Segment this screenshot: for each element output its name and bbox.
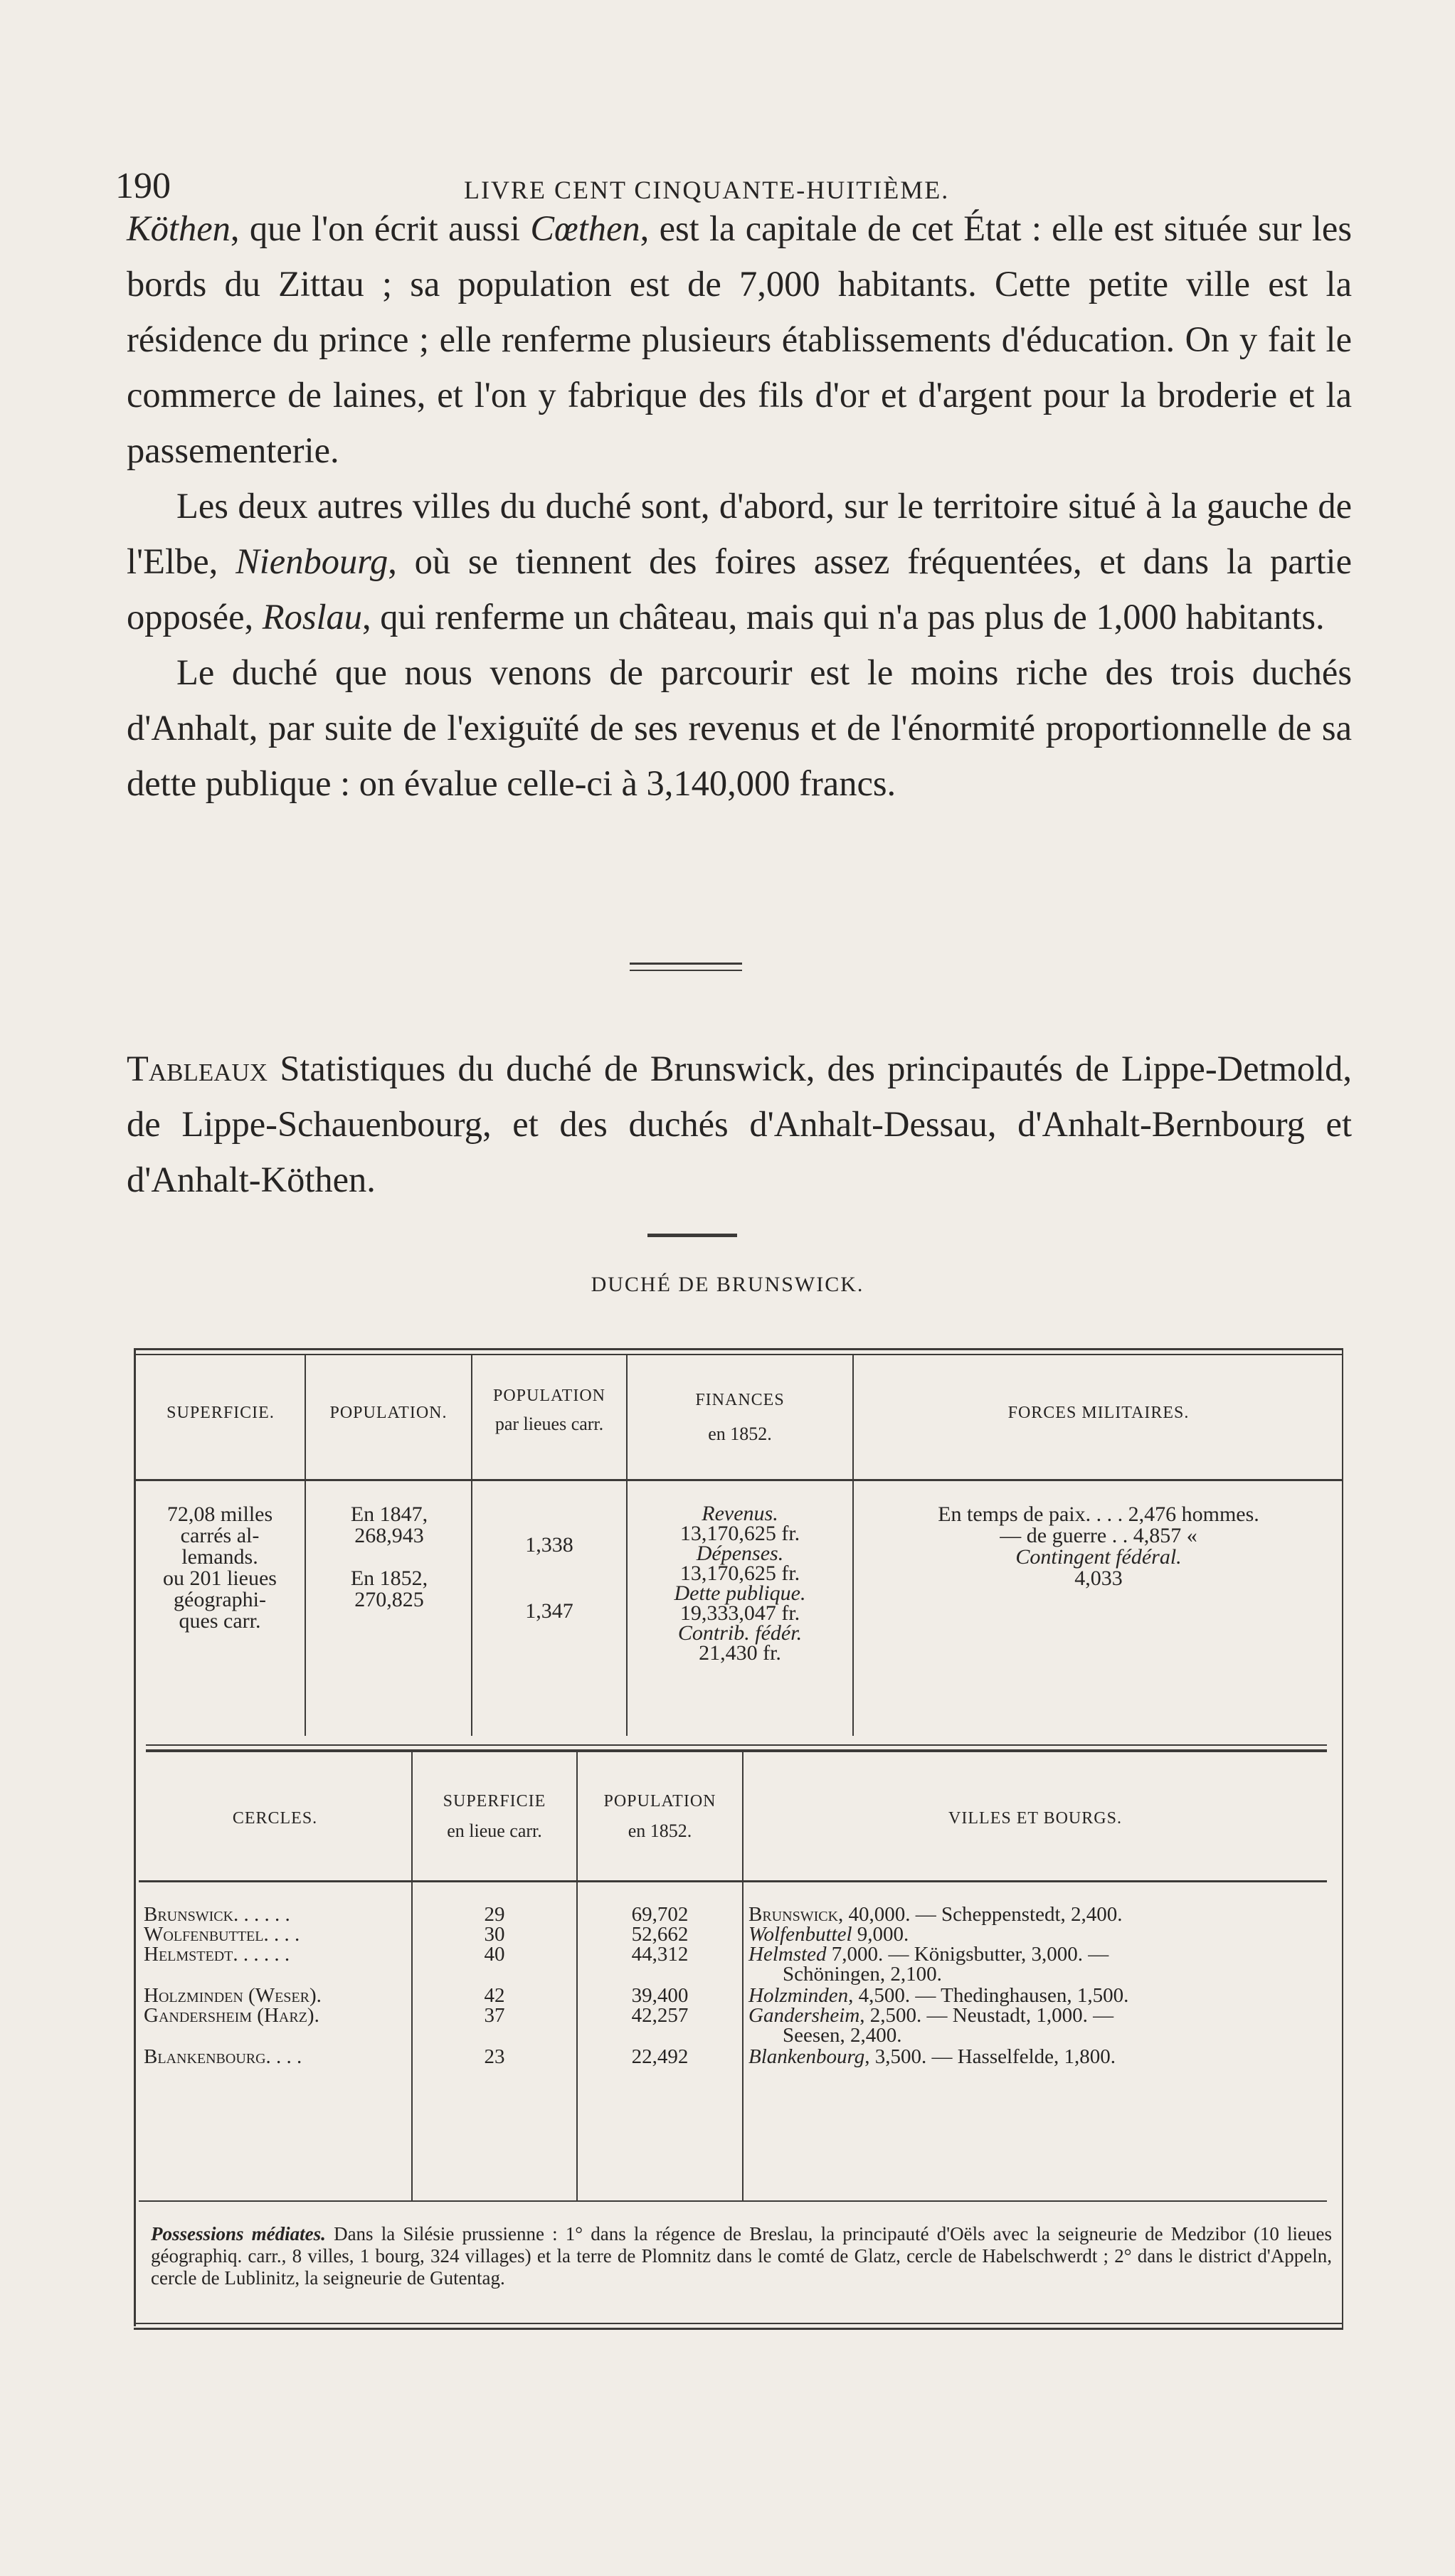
population-cell [307,1504,471,1611]
page-number: 190 [115,166,171,206]
cell-line: Dépenses. [696,1542,784,1565]
finances-cell [628,1504,852,1663]
text-run: , où se tiennent des foires assez fréquentées, et dans la partie opposée, [127,541,1352,637]
villes-run: , 40,000. — Scheppenstedt, 2,400. [838,1903,1123,1926]
cercle-superficie: 29 [484,1903,505,1926]
table-bottom-rule-2 [134,2328,1343,2330]
cercle-name: Wolfenbuttel. . . . [144,1923,300,1946]
cercle-population: 39,400 [631,1984,689,2007]
villes-line [783,2025,902,2047]
mid-rule-2 [146,1749,1327,1752]
cell-line: En 1847, [350,1502,428,1526]
table-top-rule-2 [134,1354,1343,1355]
cell-line: carrés al- [180,1524,260,1547]
bottom-header-rule [139,1880,1327,1882]
tableaux-text: Statistiques du duché de Brunswick, des principautés de Lippe-Detmold, de Lippe-Schauenbourg, et des duchés d'Anhalt-Dessau, d'Anhalt-Bernbourg et d'Anhalt-Köthen. [127,1049,1353,1199]
cercle-superficie: 23 [484,2045,505,2068]
villes-line [783,1963,942,1986]
cell-line: géographi- [174,1588,266,1611]
body-text [127,201,1352,811]
density-1847: 1,338 [525,1533,573,1557]
header-forces: FORCES MILITAIRES. [1007,1404,1190,1422]
cell-line: lemands. [181,1545,258,1569]
separator-rule-2 [630,970,742,971]
text-run: , que l'on écrit aussi [230,208,531,248]
cell-line: Dette publique. [674,1581,806,1605]
header-pop-lieue-sub: par lieues carr. [494,1414,604,1434]
cell-line: Contrib. fédér. [677,1621,803,1645]
footnote [151,2223,1332,2289]
text-run: Cœthen [530,208,640,248]
cell-line: 21,430 fr. [699,1641,781,1665]
villes-run: Seesen, 2,400. [783,2024,902,2047]
separator-rule [630,963,742,965]
cell-line: 72,08 milles [166,1502,273,1526]
cercle-population: 69,702 [631,1903,689,1926]
cercle-superficie: 40 [484,1943,505,1966]
cell-line: Revenus. [702,1502,778,1525]
tableaux-heading [127,1041,1352,1207]
villes-run: Blankenbourg [748,2045,865,2068]
cell-line: Contingent fédéral. [1015,1545,1182,1569]
title-rule [647,1234,737,1237]
density-1852: 1,347 [525,1599,573,1623]
villes-run: 7,000. — Königsbutter, 3,000. — [826,1943,1109,1966]
paragraph-kothen [127,201,1352,478]
text-run: Roslau [262,597,363,637]
cell-line: ou 201 lieues [163,1567,277,1590]
villes-run: , 2,500. — Neustadt, 1,000. — [859,2004,1114,2027]
header-rule [134,1479,1343,1481]
paragraph-duche: Le duché que nous venons de parcourir est le moins riche des trois duchés d'Anhalt, par suite de l'exiguïté de ses revenus et de l'énormité proportionnelle de sa dette publique : on évalue celle-ci à 3,140,000 francs. [127,652,1352,803]
villes-run: Gandersheim [748,2004,860,2027]
cercle-superficie: 42 [484,1984,505,2007]
villes-run: , 3,500. — Hasselfelde, 1,800. [864,2045,1116,2068]
tableaux-paragraph [127,1041,1352,1207]
villes-run: Holzminden [748,1984,849,2007]
cercle-population: 42,257 [631,2004,689,2027]
header-sup-lieue-sub: en lieue carr. [447,1820,542,1841]
text-run: Les deux autres villes du duché sont, d'abord, sur le territoire situé à la gauche de l'Elbe, [127,486,1352,581]
table-bottom-rule [134,2323,1343,2324]
text-run: , qui renferme un château, mais qui n'a pas plus de 1,000 habitants. [362,597,1325,637]
header-pop-1852-sub: en 1852. [628,1820,692,1841]
footnote-label: Possessions médiates. [151,2223,326,2244]
cell-line: 13,170,625 fr. [679,1562,800,1585]
cell-line: En 1852, [350,1567,428,1590]
cercle-name: Blankenbourg. . . . [144,2045,302,2068]
villes-run: 9,000. [852,1923,909,1946]
cercle-population: 22,492 [631,2045,689,2068]
cell-line: 19,333,047 fr. [679,1601,800,1625]
forces-cell [858,1504,1339,1589]
header-cercles: CERCLES. [232,1809,318,1828]
mid-rule [146,1744,1327,1746]
tableaux-lead: Tableaux [127,1049,268,1088]
table-right-border [1342,1348,1343,2330]
cell-line: 4,033 [1074,1567,1123,1590]
text-run: Nienbourg [236,541,388,581]
cercle-superficie: 37 [484,2004,505,2027]
villes-run: , 4,500. — Thedinghausen, 1,500. [848,1984,1129,2007]
header-sup-lieue: SUPERFICIE [443,1792,546,1811]
cercle-name: Gandersheim (Harz). [144,2004,319,2027]
header-population: POPULATION. [329,1404,448,1422]
cercle-name: Brunswick. . . . . . [144,1903,290,1926]
cell-line: 268,943 [354,1524,424,1547]
cell-line: ques carr. [179,1609,261,1633]
paragraph-villes [127,478,1352,645]
table-top-rule [134,1348,1343,1350]
superficie-cell [139,1504,300,1632]
header-finances-sub: en 1852. [708,1424,772,1444]
header-superficie: SUPERFICIE. [166,1404,275,1422]
cercle-superficie: 30 [484,1923,505,1946]
running-title: LIVRE CENT CINQUANTE-HUITIÈME. [464,176,950,204]
header-pop-1852: POPULATION [603,1792,716,1811]
cercle-name: Helmstedt. . . . . . [144,1943,290,1966]
cercle-population: 44,312 [631,1943,689,1966]
cell-line: 13,170,625 fr. [679,1522,800,1545]
villes-run: Wolfenbuttel [748,1923,852,1946]
header-pop-lieue: POPULATION [492,1387,605,1405]
text-run: , est la capitale de cet État : elle est située sur les bords du Zittau ; sa population est de 7,000 habitants. Cette petite ville est la résidence du prince ; elle renferme plusieurs établissements d'éducation. On y fait le commerce de laines, et l'on y fabrique des fils d'or et d'argent pour la broderie et la passementerie. [127,208,1352,470]
footnote-rule [139,2200,1327,2202]
header-villes: VILLES ET BOURGS. [948,1809,1122,1828]
cercle-population: 52,662 [631,1923,689,1946]
footnote-text: Dans la Silésie prussienne : 1° dans la régence de Breslau, la principauté d'Oëls avec la seigneurie de Medzibor (10 lieues géographiq. carr., 8 villes, 1 bourg, 324 villages) et la terre de Plomnitz dans le comté de Glatz, cercle de Habelschwerdt ; 2° dans le district d'Appeln, cercle de Lublinitz, la seigneurie de Gutentag. [151,2223,1333,2289]
header-finances: FINANCES [695,1391,785,1409]
cell-line: 270,825 [354,1588,424,1611]
villes-line [748,2046,1116,2068]
cell-line [307,1547,471,1568]
villes-run: Brunswick [748,1903,839,1926]
cercle-name: Holzminden (Weser). [144,1984,322,2007]
text-run: Köthen [127,208,231,248]
cell-line: — de guerre . . 4,857 « [1000,1524,1197,1547]
table-title: DUCHÉ DE BRUNSWICK. [591,1273,864,1296]
villes-run: Schöningen, 2,100. [783,1963,942,1986]
villes-run: Helmsted [748,1943,827,1966]
cell-line: En temps de paix. . . . 2,476 hommes. [938,1502,1259,1526]
